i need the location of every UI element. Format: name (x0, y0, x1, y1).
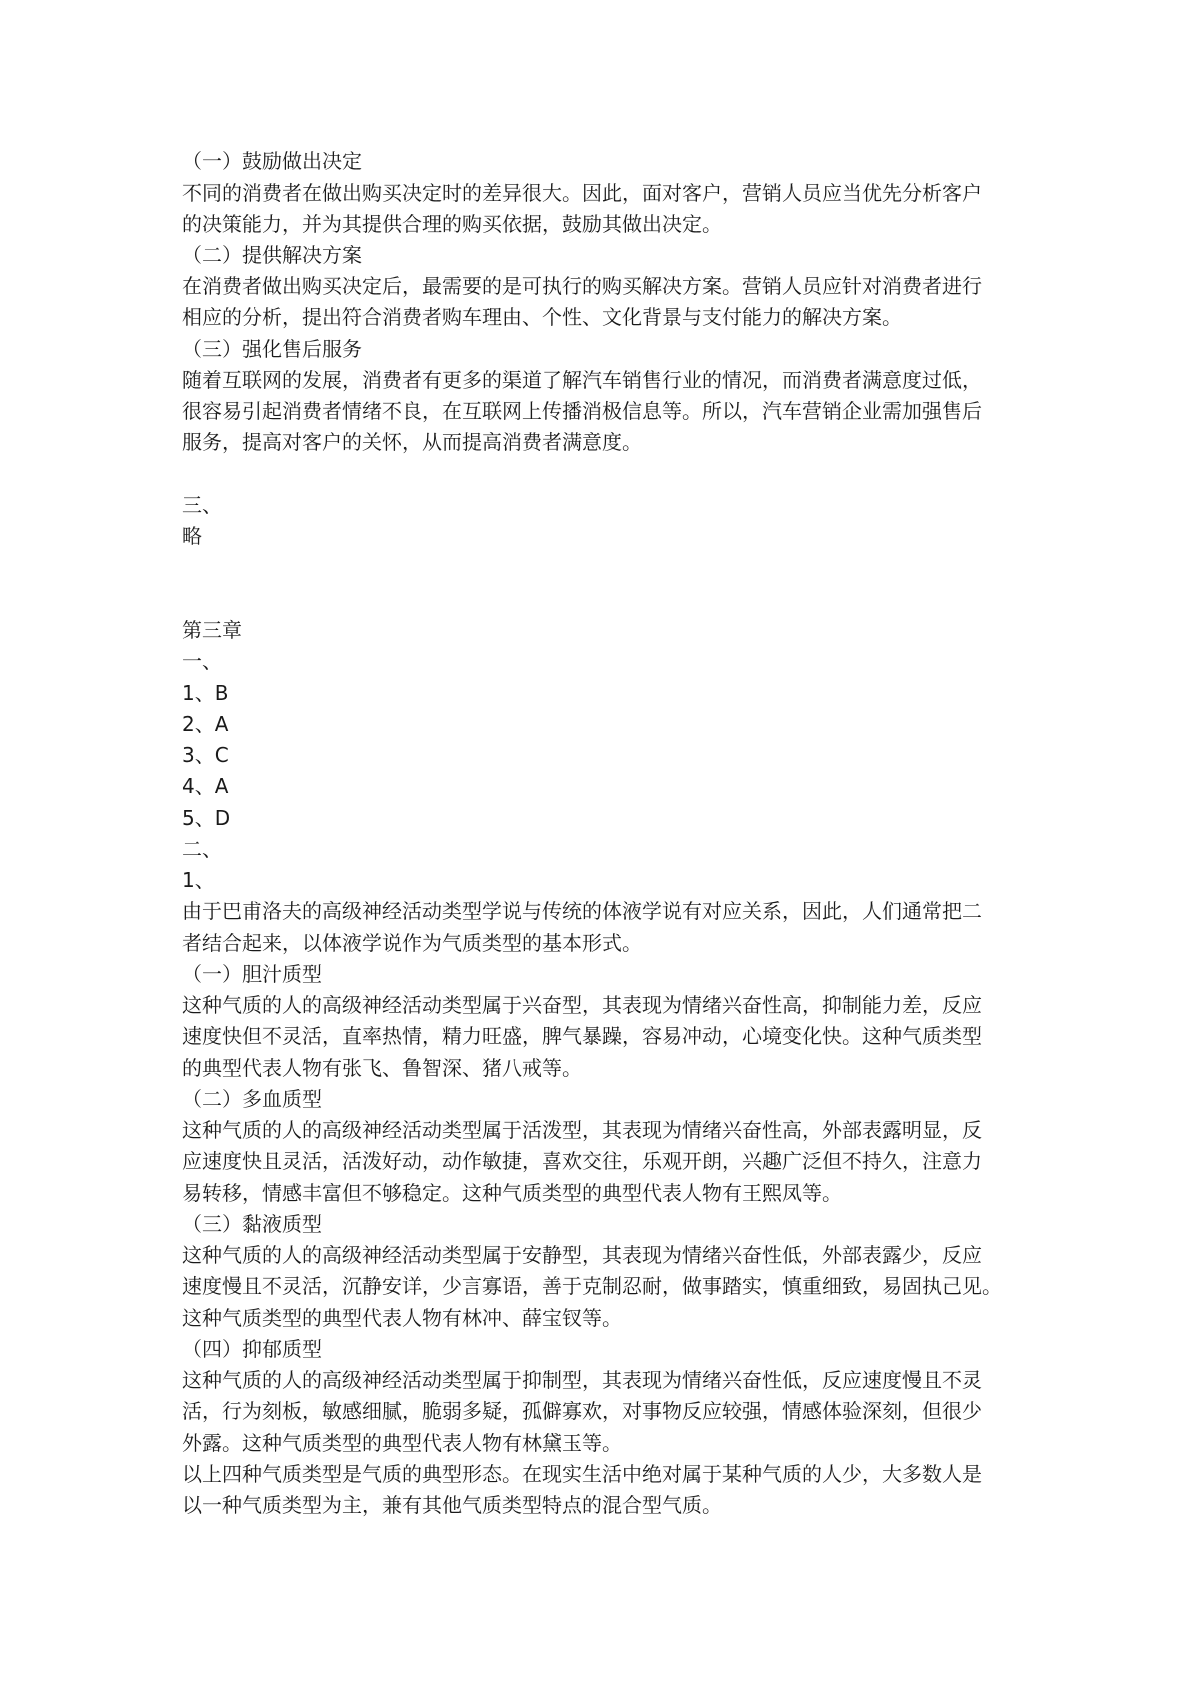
section-heading: （一）胆汁质型 (182, 962, 322, 986)
answer-number: 1、 (182, 868, 215, 892)
paragraph-line: 相应的分析，提出符合消费者购车理由、个性、文化背景与支付能力的解决方案。 (182, 305, 902, 329)
answer-line: 5、D (182, 806, 231, 830)
answer-line: 3、C (182, 743, 229, 767)
section-heading: （一）鼓励做出决定 (182, 149, 362, 173)
answer-line: 1、B (182, 681, 229, 705)
paragraph-line: 很容易引起消费者情绪不良，在互联网上传播消极信息等。所以，汽车营销企业需加强售后 (182, 399, 982, 423)
section-heading: （二）多血质型 (182, 1087, 322, 1111)
paragraph-line: 这种气质的人的高级神经活动类型属于活泼型，其表现为情绪兴奋性高，外部表露明显，反 (182, 1118, 982, 1142)
answer-line: 2、A (182, 712, 229, 736)
section-heading: （三）黏液质型 (182, 1212, 322, 1236)
part-heading: 三、 (182, 493, 222, 517)
paragraph-line: 这种气质的人的高级神经活动类型属于兴奋型，其表现为情绪兴奋性高，抑制能力差，反应 (182, 993, 982, 1017)
paragraph-line: 由于巴甫洛夫的高级神经活动类型学说与传统的体液学说有对应关系，因此，人们通常把二 (182, 899, 982, 923)
paragraph-line: 这种气质的人的高级神经活动类型属于抑制型，其表现为情绪兴奋性低，反应速度慢且不灵 (182, 1368, 982, 1392)
answer-line: 4、A (182, 774, 229, 798)
paragraph-line: 以一种气质类型为主，兼有其他气质类型特点的混合型气质。 (182, 1493, 722, 1517)
paragraph-line: 随着互联网的发展，消费者有更多的渠道了解汽车销售行业的情况，而消费者满意度过低， (182, 368, 982, 392)
paragraph-line: 在消费者做出购买决定后，最需要的是可执行的购买解决方案。营销人员应针对消费者进行 (182, 274, 982, 298)
paragraph-line: 速度慢且不灵活，沉静安详，少言寡语，善于克制忍耐，做事踏实，慎重细致，易固执己见。 (182, 1274, 1002, 1298)
paragraph-line: 应速度快且灵活，活泼好动，动作敏捷，喜欢交往，乐观开朗，兴趣广泛但不持久，注意力 (182, 1149, 982, 1173)
paragraph-line: 易转移，情感丰富但不够稳定。这种气质类型的典型代表人物有王熙凤等。 (182, 1181, 842, 1205)
part-heading: 一、 (182, 649, 222, 673)
paragraph-line: 以上四种气质类型是气质的典型形态。在现实生活中绝对属于某种气质的人少，大多数人是 (182, 1462, 982, 1486)
paragraph-line: 者结合起来，以体液学说作为气质类型的基本形式。 (182, 931, 642, 955)
paragraph-line: 的典型代表人物有张飞、鲁智深、猪八戒等。 (182, 1056, 582, 1080)
section-heading: （二）提供解决方案 (182, 243, 362, 267)
paragraph-line: 这种气质的人的高级神经活动类型属于安静型，其表现为情绪兴奋性低，外部表露少，反应 (182, 1243, 982, 1267)
paragraph-line: 这种气质类型的典型代表人物有林冲、薛宝钗等。 (182, 1306, 622, 1330)
paragraph-line: 外露。这种气质类型的典型代表人物有林黛玉等。 (182, 1431, 622, 1455)
paragraph-line: 不同的消费者在做出购买决定时的差异很大。因此，面对客户，营销人员应当优先分析客户 (182, 181, 982, 205)
paragraph-line: 活，行为刻板，敏感细腻，脆弱多疑，孤僻寡欢，对事物反应较强，情感体验深刻，但很少 (182, 1399, 982, 1423)
part-heading: 二、 (182, 837, 222, 861)
paragraph-line: 的决策能力，并为其提供合理的购买依据，鼓励其做出决定。 (182, 212, 722, 236)
section-heading: （三）强化售后服务 (182, 337, 362, 361)
paragraph-line: 速度快但不灵活，直率热情，精力旺盛，脾气暴躁，容易冲动，心境变化快。这种气质类型 (182, 1024, 982, 1048)
paragraph-line: 服务，提高对客户的关怀，从而提高消费者满意度。 (182, 430, 642, 454)
answer-line: 略 (182, 524, 202, 548)
chapter-heading: 第三章 (182, 618, 242, 642)
section-heading: （四）抑郁质型 (182, 1337, 322, 1361)
